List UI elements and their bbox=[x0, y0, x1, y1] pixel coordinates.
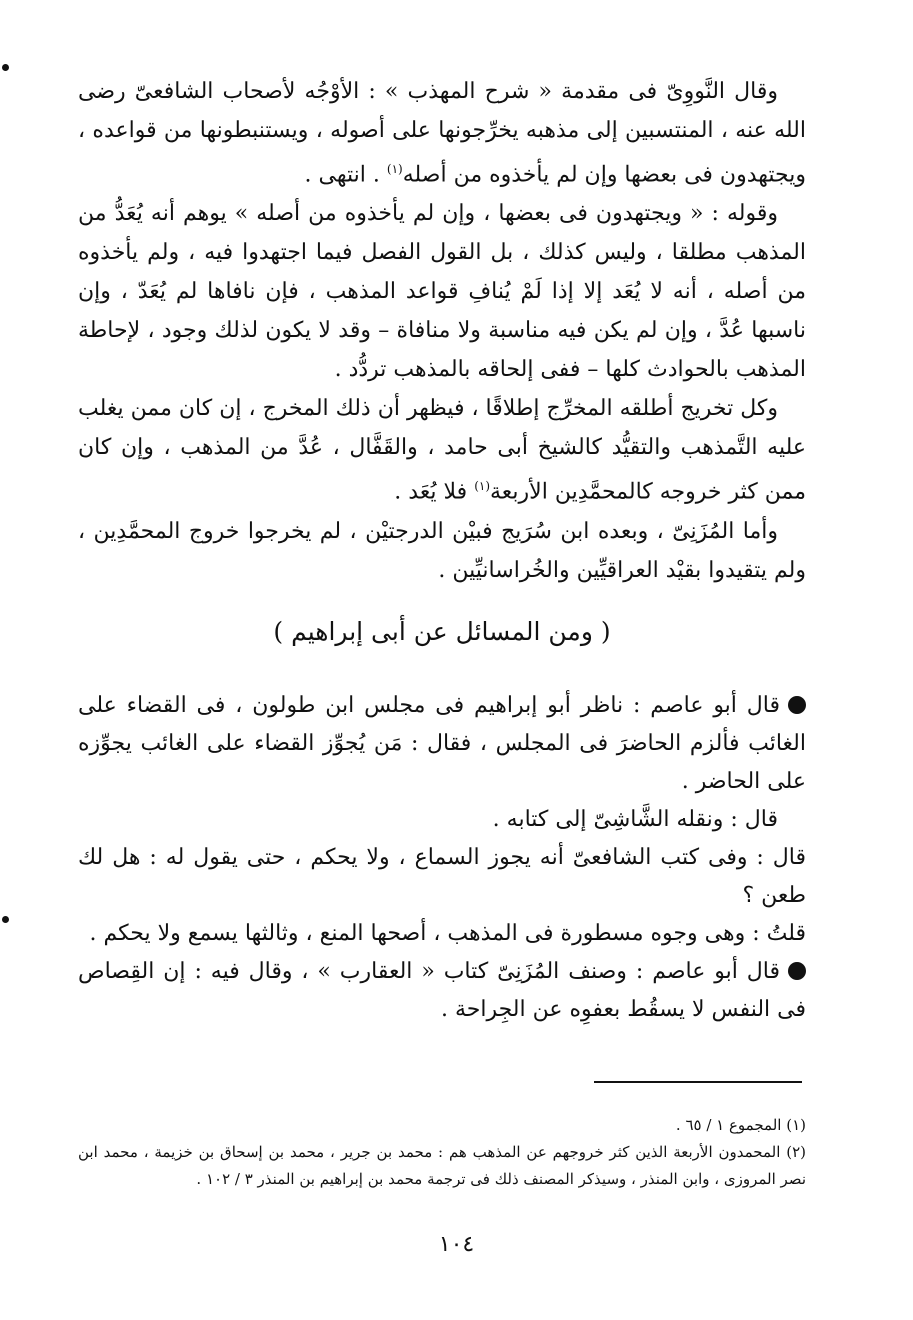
paragraph-muzani: وأما المُزَنِىّ ، وبعده ابن سُرَيج فبيْن الدرجتيْن ، لم يخرجوا خروج المحمَّدِين ، ولم يتقيدوا بقيْد العراقيِّين والخُراسانيِّين . bbox=[78, 518, 806, 583]
main-text bbox=[78, 72, 806, 590]
paragraph-text-end: . انتهى . bbox=[304, 162, 387, 188]
footnote-ref: (١) bbox=[386, 162, 403, 176]
paragraph-abu-asim-1 bbox=[78, 687, 806, 801]
margin-mark bbox=[2, 916, 9, 923]
margin-mark bbox=[2, 64, 9, 71]
bullet-icon bbox=[788, 962, 806, 980]
paragraph-text-end: فلا يُعَد . bbox=[394, 479, 475, 505]
page-number: ١٠٤ bbox=[438, 1232, 475, 1257]
paragraph-text: وكل تخريج أطلقه المخرِّج إطلاقًا ، فيظهر أن ذلك المخرج ، إن كان ممن يغلب عليه التَّمذهب والتقيُّد كالشيخ أبى حامد ، والقَفَّال ، عُدَّ من المذهب ، وإن كان ممن كثر خروجه كالمحمَّدِين الأربعة bbox=[78, 396, 806, 505]
paragraph-takhrij bbox=[78, 389, 806, 511]
section-heading: ( ومن المسائل عن أبى إبراهيم ) bbox=[273, 617, 611, 646]
footnote-ref: (١) bbox=[474, 479, 491, 494]
paragraph-text: قال أبو عاصم : ناظر أبو إبراهيم فى مجلس ابن طولون ، فى القضاء على الغائب فألزم الحاضرَ فى المجلس ، فقال : مَن يُجوِّز القضاء على الغائب يجوِّزه على الحاضر . bbox=[78, 693, 806, 794]
paragraph-abu-asim-2 bbox=[78, 953, 806, 1029]
footnote-separator bbox=[594, 1081, 802, 1083]
paragraph-text: قال أبو عاصم : وصنف المُزَنِىّ كتاب « العقارب » ، وقال فيه : إن القِصاص فى النفس لا يسقُط بعفوِه عن الجِراحة . bbox=[78, 959, 806, 1022]
paragraph-text: وقال النَّووِىّ فى مقدمة « شرح المهذب » : الأوْجُه لأصحاب الشافعىّ رضى الله عنه ، المنتسبين إلى مذهبه يخرِّجونها على أصوله ، ويستنبطونها من قواعده ، ويجتهدون فى بعضها وإن لم يأخذوه من أصله bbox=[78, 79, 806, 188]
paragraph-commentary: وقوله : « ويجتهدون فى بعضها ، وإن لم يأخذوه من أصله » يوهم أنه يُعَدُّ من المذهب مطلقا ، وليس كذلك ، بل القول الفصل فيما اجتهدوا فيه ، ولم يأخذوه من أصله ، أنه لا يُعَد إلا إذا لَمْ يُنافِ قواعد المذهب ، فإن نافاها لم يُعَدّ ، وإن ناسبها عُدَّ ، وإن لم يكن فيه مناسبة ولا منافاة – وقد لا يكون لذلك وجود ، لإحاطة المذهب بالحوادث كلها – ففى إلحاقه بالمذهب تردُّد . bbox=[78, 201, 806, 383]
bullet-icon bbox=[788, 696, 806, 714]
paragraph-shashi: قال : ونقله الشَّاشِىّ إلى كتابه . bbox=[492, 807, 778, 832]
section-text bbox=[78, 687, 806, 1029]
footnote-2: (٢) المحمدون الأربعة الذين كثر خروجهم عن المذهب هم : محمد بن جرير ، محمد بن إسحاق بن خزيمة ، محمد ابن نصر المروزى ، وابن المنذر ، وسيذكر المصنف ذلك فى ترجمة محمد بن إبراهيم بن المنذر ٣ / ١٠٢ . bbox=[78, 1143, 806, 1188]
paragraph-author-note: قلتُ : وهى وجوه مسطورة فى المذهب ، أصحها المنع ، وثالثها يسمع ولا يحكم . bbox=[89, 921, 806, 946]
paragraph-shafii-books: قال : وفى كتب الشافعىّ أنه يجوز السماع ، ولا يحكم ، حتى يقول له : هل لك طعن ؟ bbox=[78, 845, 806, 908]
paragraph-nawawi-quote bbox=[78, 72, 806, 194]
footnote-1: (١) المجموع ١ / ٦٥ . bbox=[675, 1116, 806, 1134]
footnotes bbox=[78, 1112, 806, 1193]
